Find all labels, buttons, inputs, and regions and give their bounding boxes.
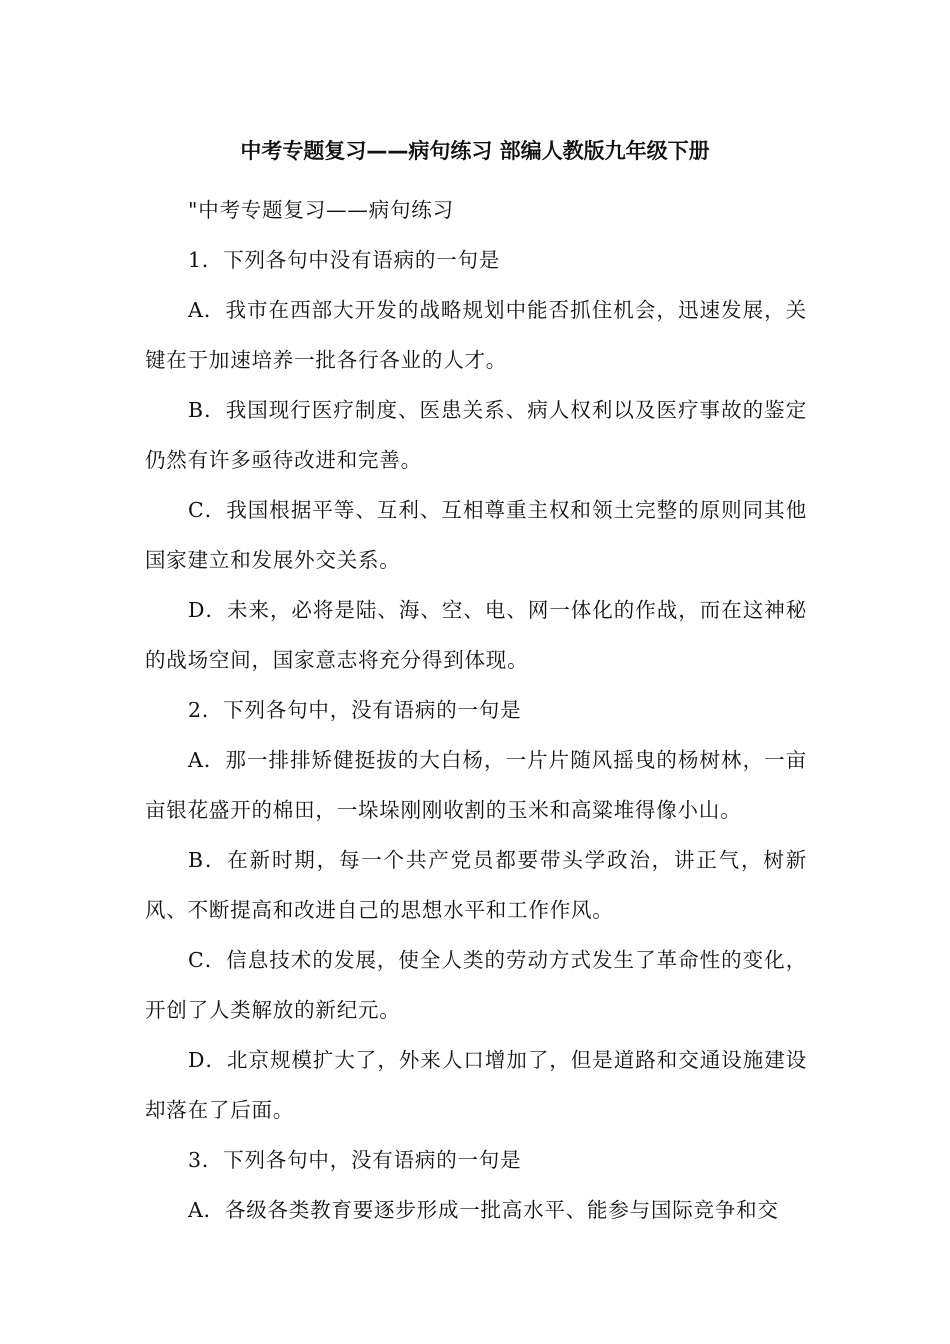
- question-2-option-d: D．北京规模扩大了，外来人口增加了，但是道路和交通设施建设却落在了后面。: [145, 1048, 807, 1122]
- paragraph-intro: "中考专题复习——病句练习: [188, 198, 454, 222]
- question-1-option-b: B．我国现行医疗制度、医患关系、病人权利以及医疗事故的鉴定仍然有许多亟待改进和完善。: [145, 398, 807, 472]
- question-3: 3．下列各句中，没有语病的一句是: [188, 1148, 522, 1172]
- document-title: 中考专题复习——病句练习 部编人教版九年级下册: [240, 139, 710, 163]
- question-2-option-c: C．信息技术的发展，使全人类的劳动方式发生了革命性的变化，开创了人类解放的新纪元。: [145, 948, 807, 1022]
- question-2-option-a: A．那一排排矫健挺拔的大白杨，一片片随风摇曳的杨树林，一亩亩银花盛开的棉田，一垛垛刚刚收割的玉米和高粱堆得像小山。: [145, 748, 807, 822]
- question-1-option-c: C．我国根据平等、互利、互相尊重主权和领土完整的原则同其他国家建立和发展外交关系。: [145, 498, 807, 572]
- document-body: [145, 185, 807, 1235]
- question-1-option-d: D．未来，必将是陆、海、空、电、网一体化的作战，而在这神秘的战场空间，国家意志将充分得到体现。: [145, 598, 807, 672]
- question-1: 1．下列各句中没有语病的一句是: [188, 248, 501, 272]
- question-2-option-b: B．在新时期，每一个共产党员都要带头学政治，讲正气，树新风、不断提高和改进自己的思想水平和工作作风。: [145, 848, 807, 922]
- question-3-option-a: A．各级各类教育要逐步形成一批高水平、能参与国际竞争和交: [188, 1198, 779, 1222]
- question-2: 2．下列各句中，没有语病的一句是: [188, 698, 522, 722]
- question-1-option-a: A．我市在西部大开发的战略规划中能否抓住机会，迅速发展，关键在于加速培养一批各行各业的人才。: [145, 298, 807, 372]
